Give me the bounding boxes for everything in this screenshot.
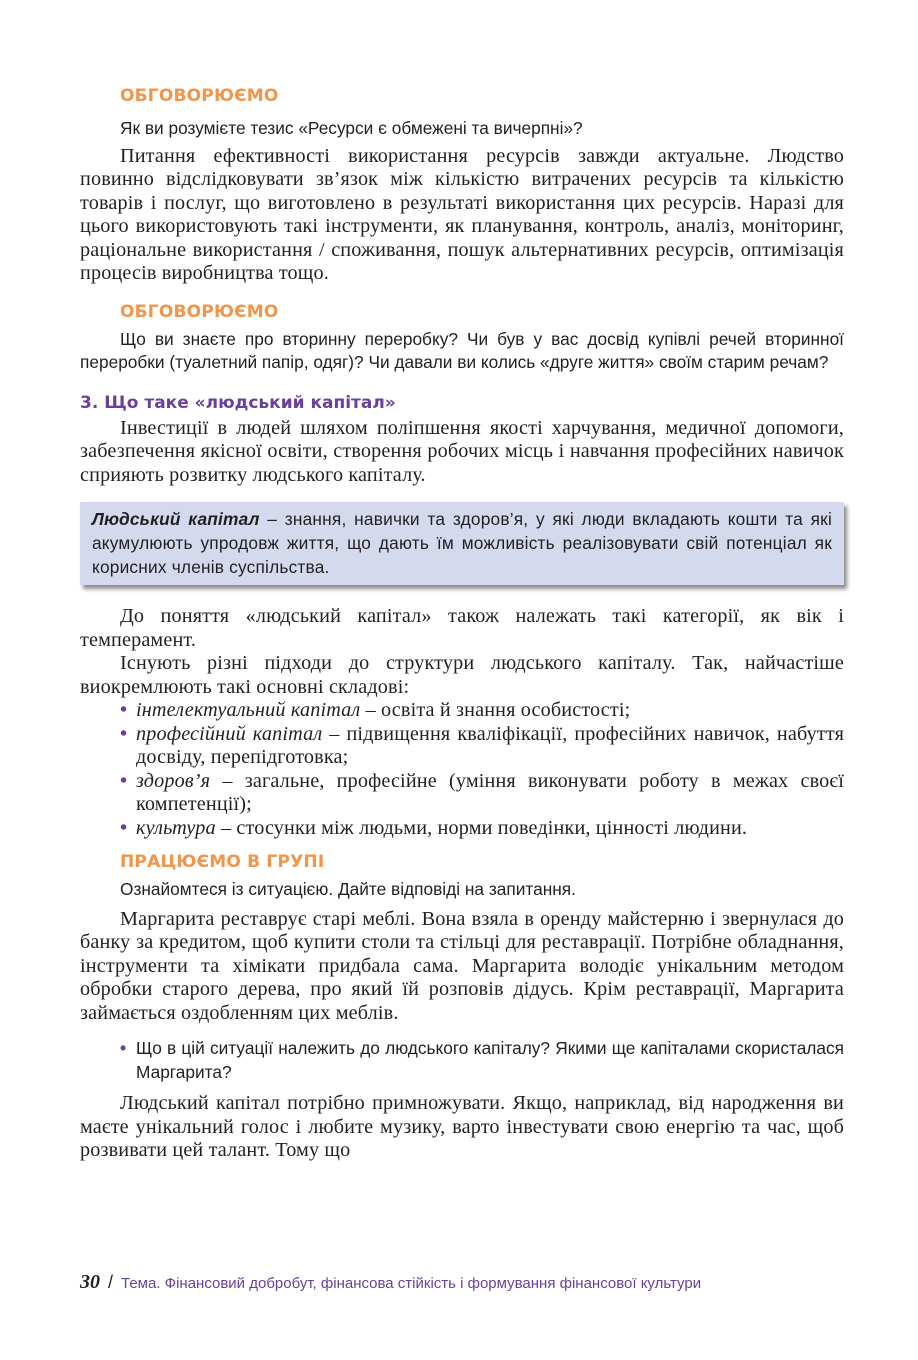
group-work-heading: ПРАЦЮЄМО В ГРУПІ: [120, 852, 325, 872]
page-number: 30: [80, 1271, 100, 1293]
body-paragraph: Людський капітал потрібно примножувати. Якщо, наприклад, від народження ви маєте унікальний голос і любите музику, варто інвестувати свою енергію та час, щоб розвивати цей талант. Тому що: [80, 1092, 844, 1161]
component-term: здоров’я: [136, 769, 211, 792]
section-title: 3. Що таке «людський капітал»: [80, 392, 396, 413]
discussion-question: Що ви знаєте про вторинну переробку? Чи був у вас досвід купівлі речей вторинної переробки (туалетний папір, одяг)? Чи давали ви колись «друге життя» своїм старим речам?: [80, 328, 844, 372]
bullet-icon: •: [120, 769, 128, 792]
discussion-heading: ОБГОВОРЮЄМО: [120, 301, 279, 322]
case-question: Що в цій ситуації належить до людського капіталу? Якими ще капіталами скористалася Маргарита?: [136, 1038, 844, 1082]
footer-separator: /: [108, 1272, 114, 1292]
bullet-icon: •: [120, 816, 128, 839]
case-story: Маргарита реставрує старі меблі. Вона взяла в оренду майстерню і звернулася до банку за кредитом, щоб купити столи та стільці для реставрації. Потрібне обладнання, інструменти та хімікати придбала сама. Маргарита володіє унікальним методом обробки старого дерева, про який їй розповів дідусь. Крім реставрації, Маргарита займається оздобленням цих меблів.: [80, 907, 844, 1024]
bullet-icon: •: [120, 699, 128, 721]
group-work-block: [80, 850, 844, 1163]
question-list: [120, 1037, 844, 1084]
list-item: [120, 817, 844, 841]
body-paragraph: Існують різні підходи до структури людського капіталу. Так, найчастіше виокремлюють такі основні складові:: [80, 652, 844, 698]
discussion-block-2: [80, 300, 844, 375]
definition-term: Людський капітал: [92, 509, 260, 529]
list-item: [120, 770, 844, 817]
group-work-instruction: Ознайомтеся із ситуацією. Дайте відповіді на запитання.: [120, 879, 576, 899]
textbook-page: [80, 80, 844, 1163]
page-footer: [80, 1271, 844, 1295]
component-text: – загальне, професійне (уміння виконувати роботу в межах своєї компетенції);: [136, 769, 844, 815]
components-list: [120, 699, 844, 840]
list-item: [120, 1037, 844, 1084]
list-item: [120, 723, 844, 770]
discussion-question: Як ви розумієте тезис «Ресурси є обмежені та вичерпні»?: [120, 118, 583, 138]
body-paragraph: До поняття «людський капітал» також належать такі категорії, як вік і темперамент.: [80, 605, 844, 651]
component-text: – підвищення кваліфікації, професійних навичок, набуття досвіду, перепідготовка;: [136, 722, 844, 768]
definition-text: – знання, навички та здоров’я, у які люди вкладають кошти та які акумулюють упродовж життя, що дають їм можливість реалізовувати свій потенціал як корисних членів суспільства.: [92, 509, 832, 577]
component-term: культура: [136, 816, 216, 839]
bullet-icon: •: [120, 1038, 127, 1058]
component-text: – освіта й знання особистості;: [360, 699, 631, 721]
body-paragraph: Питання ефективності використання ресурсів завжди актуальне. Людство повинно відслідковувати зв’язок між кількістю витрачених ресурсів та кількістю товарів і послуг, що виготовлено в результаті використання цих ресурсів. Наразі для цього використовують такі інструменти, як планування, контроль, аналіз, моніторинг, раціональне використання / споживання, пошук альтернативних ресурсів, оптимізація процесів виробництва тощо.: [80, 144, 844, 284]
component-term: професійний капітал: [136, 722, 323, 745]
discussion-heading: ОБГОВОРЮЄМО: [120, 86, 279, 106]
bullet-icon: •: [120, 722, 128, 745]
component-term: інтелектуальний капітал: [136, 699, 361, 721]
definition-box: [80, 502, 844, 585]
list-item: [120, 699, 844, 723]
body-paragraph: Інвестиції в людей шляхом поліпшення якості харчування, медичної допомоги, забезпечення якісної освіти, створення робочих місць і навчання професійних навичок сприяють розвитку людського капіталу.: [80, 416, 844, 486]
component-text: – стосунки між людьми, норми поведінки, цінності людини.: [215, 816, 748, 839]
discussion-block-1: [80, 84, 844, 286]
footer-topic: Тема. Фінансовий добробут, фінансова стійкість і формування фінансової культури: [121, 1275, 702, 1292]
section-human-capital: [80, 391, 844, 841]
